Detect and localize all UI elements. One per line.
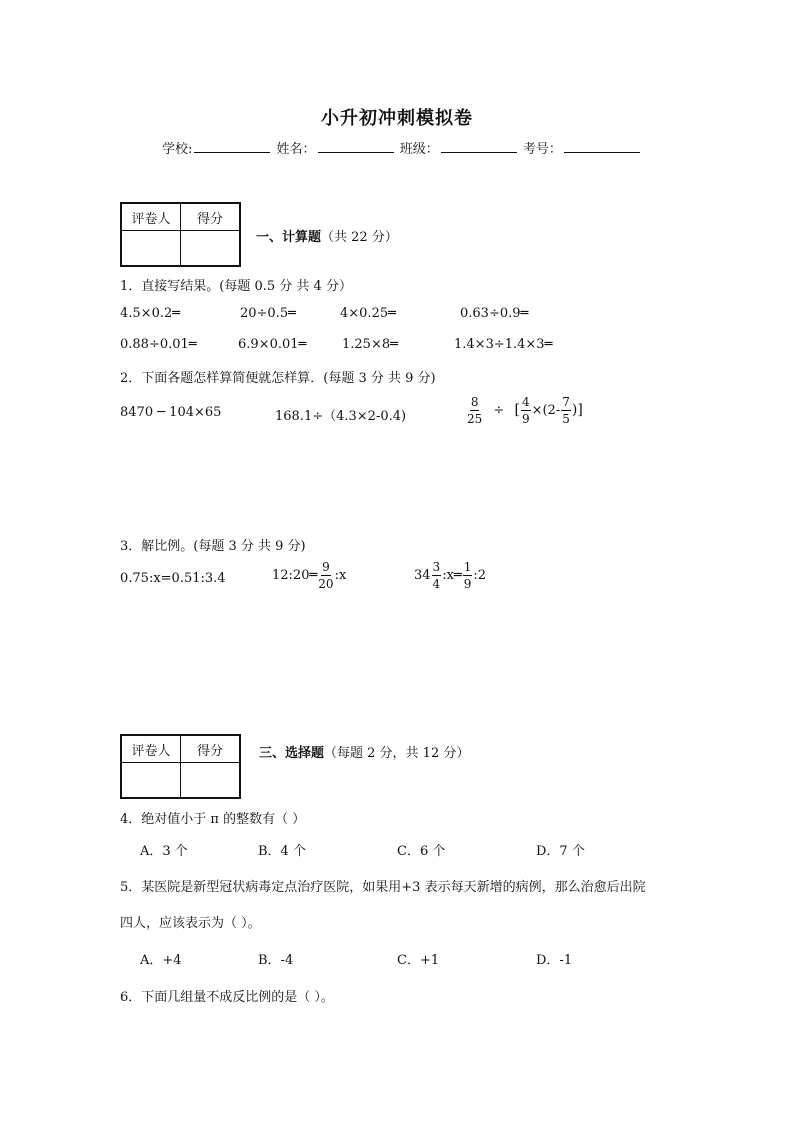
q1-item: 0.88÷0.01═ [120,337,197,352]
section-1-note: （共 22 分） [321,230,398,245]
class-blank[interactable] [441,140,517,153]
q3-item-2 [272,561,346,590]
fraction [432,561,442,590]
page-title: 小升初冲刺模拟卷 [321,108,473,129]
q5-option-b[interactable]: B．-4 [258,953,294,968]
q3-item-1: 0.75:x=0.51:3.4 [120,571,226,586]
numerator: 3 [432,560,441,574]
fraction [318,561,333,590]
fraction [521,396,531,425]
question-4-stem: 4．绝对值小于 π 的整数有（ ） [120,812,306,827]
denominator: 20 [318,577,334,591]
score-header: 得分 [181,203,241,231]
class-label: 班级： [399,142,439,157]
denominator: 9 [521,412,530,426]
question-1-stem: 1．直接写结果。(每题 0.5 分 共 4 分） [120,279,352,294]
score-cell[interactable] [181,231,241,267]
exam-no-label: 考号： [522,142,562,157]
expression-post: :x [334,568,347,583]
bracket-close: )] [571,402,583,418]
section-1-title: 一、计算题 [256,230,322,245]
score-table-2 [120,734,241,799]
school-label: 学校: [162,142,193,157]
q5-option-c[interactable]: C．+1 [397,953,440,968]
score-table-1 [120,202,241,267]
q2-item-3 [466,396,583,425]
question-6-stem: 6．下面几组量不成反比例的是（ ）。 [120,990,334,1005]
q3-item-3 [414,561,486,590]
bracket-open: [ [514,402,520,418]
score-cell[interactable] [181,763,241,799]
q1-item: 20÷0.5═ [240,306,296,321]
fraction [561,396,571,425]
fraction [463,561,473,590]
q4-option-b[interactable]: B．4 个 [258,844,306,859]
question-2-stem: 2．下面各题怎样算简便就怎样算．(每题 3 分 共 9 分) [120,371,436,386]
question-5-stem-line-2: 四人，应该表示为（ ）。 [120,916,261,931]
q1-item: 4.5×0.2═ [120,306,181,321]
name-blank[interactable] [318,140,394,153]
grader-header: 评卷人 [121,735,181,763]
section-3-heading [259,742,469,761]
numerator: 8 [470,395,479,409]
numerator: 4 [521,395,530,409]
denominator: 25 [467,412,483,426]
denominator: 5 [562,412,570,426]
grader-cell[interactable] [121,763,181,799]
q1-item: 4×0.25═ [340,306,396,321]
denominator: 9 [463,577,472,591]
operator: ÷ [493,403,505,418]
q1-item: 1.25×8═ [342,337,398,352]
grader-header: 评卷人 [121,203,181,231]
question-5-stem-line-1: 5．某医院是新型冠状病毒定点治疗医院，如果用+3 表示每天新增的病例，那么治愈后出院 [120,880,646,895]
q2-item-2: 168.1÷（4.3×2-0.4) [275,409,407,424]
expression-post: :2 [473,568,487,583]
numerator: 7 [562,395,570,409]
mixed-whole: 34 [414,568,431,583]
denominator: 4 [432,577,441,591]
student-info-line [162,138,642,157]
section-1-heading [256,226,398,245]
q4-option-a[interactable]: A．3 个 [140,844,188,859]
exam-no-blank[interactable] [564,140,640,153]
q4-option-c[interactable]: C．6 个 [397,844,446,859]
expression-mid: :x═ [442,568,462,583]
q1-item: 0.63÷0.9═ [460,306,529,321]
q4-option-d[interactable]: D．7 个 [536,844,585,859]
school-blank[interactable] [194,140,270,153]
section-3-title: 三、选择题 [259,746,325,761]
numerator: 9 [322,560,330,574]
question-3-stem: 3．解比例。(每题 3 分 共 9 分) [120,539,306,554]
expression-mid: ×(2- [531,403,561,418]
section-3-note: （每题 2 分，共 12 分） [324,746,470,761]
q5-option-a[interactable]: A．+4 [140,953,182,968]
q2-item-1: 8470 ─ 104×65 [120,405,222,420]
expression-pre: 12:20═ [272,568,318,583]
grader-cell[interactable] [121,231,181,267]
fraction [467,396,482,425]
name-label: 姓名： [276,142,316,157]
q1-item: 6.9×0.01═ [238,337,307,352]
numerator: 1 [463,560,472,574]
q5-option-d[interactable]: D．-1 [536,953,573,968]
score-header: 得分 [181,735,241,763]
q1-item: 1.4×3÷1.4×3═ [454,337,553,352]
